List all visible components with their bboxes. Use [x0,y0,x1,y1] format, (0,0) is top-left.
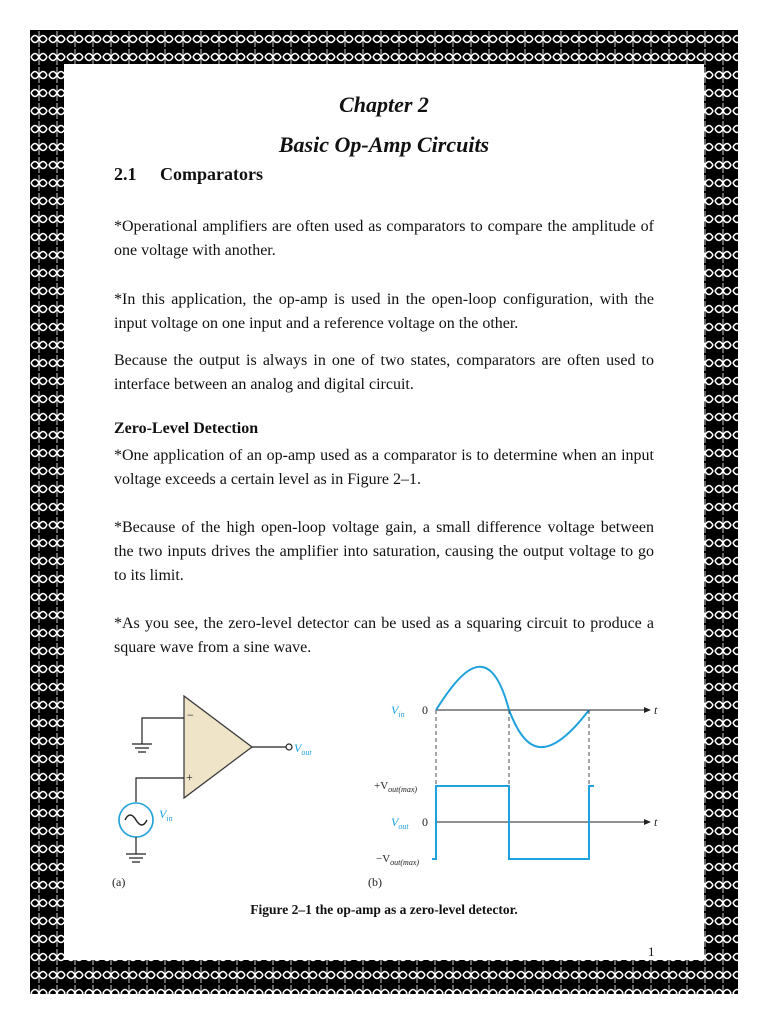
output-terminal-icon [286,744,292,750]
time-axis-arrow-top [644,707,651,713]
chapter-subtitle: Basic Op-Amp Circuits [278,132,490,157]
vin-label-a: $V_{in}$ [159,807,173,823]
paragraph: *Because of the high open-loop voltage gain, a small difference voltage between the two inputs drives the amplifier into saturation, causing the output voltage to go to its limit. [114,519,654,584]
time-axis-arrow-bottom [644,819,651,825]
plus-sign: + [186,770,193,784]
chapter-title: Chapter 2 [339,92,429,117]
vout-label-b: $V_{out}$ [391,815,409,831]
vin-label-b: $V_{in}$ [391,703,405,719]
vout-label-a: $V_{out}$ [294,741,312,757]
zero-label-top: 0 [422,703,428,717]
waveform-plot [432,667,651,859]
paragraph: *As you see, the zero-level detector can be used as a squaring circuit to produce a square wave from a sine wave. [114,615,654,656]
document-page [64,64,704,960]
op-amp-symbol [184,696,252,798]
figure-2-1 [64,64,704,960]
vout-max-label: $+V_{out(max)}$ [374,780,418,794]
minus-sign: − [187,708,194,722]
panel-a-label: (a) [112,875,126,889]
figure-caption: Figure 2–1 the op-amp as a zero-level detector. [250,902,518,917]
t-label-top: t [654,703,658,717]
t-label-bottom: t [654,815,658,829]
paragraph: *One application of an op-amp used as a comparator is to determine when an input voltage exceeds a certain level as in Figure 2–1. [114,447,654,488]
paragraph: *In this application, the op-amp is used in the open-loop configuration, with the input voltage on one input and a reference voltage on the other. [114,291,654,332]
sine-wave-series [436,667,589,747]
paragraph: Because the output is always in one of two states, comparators are often used to interface between an analog and digital circuit. [114,352,654,393]
panel-b-label: (b) [368,875,382,889]
subsection-title: Zero-Level Detection [114,420,259,437]
zero-label-bottom: 0 [422,815,428,829]
op-amp-circuit [119,696,292,862]
section-number: 2.1 [114,164,137,184]
page-number: 1 [648,944,655,959]
paragraph: *Operational amplifiers are often used as comparators to compare the amplitude of one voltage with another. [114,218,654,259]
section-title: Comparators [160,164,263,184]
vout-min-label: $-V_{out(max)}$ [376,853,420,867]
